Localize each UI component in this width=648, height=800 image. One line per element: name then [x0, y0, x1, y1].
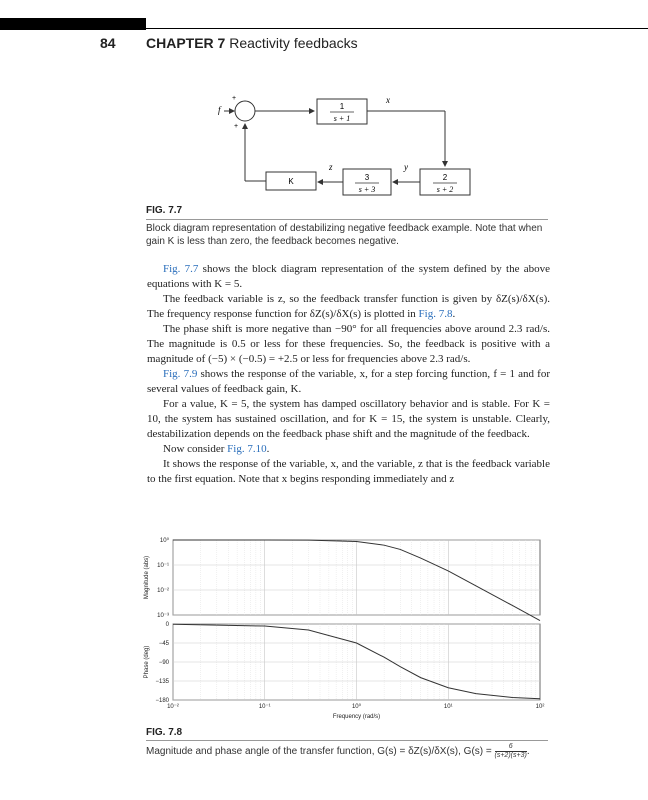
fig-7-7-caption: Block diagram representation of destabilizing negative feedback example. Note that when gain K is less than zero, the feedback becomes negative. [146, 223, 543, 247]
summing-junction [235, 101, 255, 121]
x-tick-label: 10⁰ [351, 704, 362, 710]
block3-denominator: s + 3 [358, 185, 376, 194]
y-tick-label: −45 [158, 641, 169, 647]
chapter-title: Reactivity feedbacks [229, 35, 358, 51]
block2-numerator: 2 [442, 173, 448, 182]
signal-x-label: x [386, 95, 390, 105]
y-tick-label: 10⁻³ [157, 613, 169, 619]
y-tick-label: 0 [165, 622, 169, 628]
fig-7-7-label: FIG. 7.7 [146, 205, 183, 216]
chapter-label: CHAPTER 7 [146, 35, 226, 51]
x-tick-label: 10¹ [443, 704, 453, 710]
bode-chart [140, 530, 560, 725]
fig-7-8-caption [146, 743, 550, 760]
y-tick-label: −135 [155, 679, 169, 685]
x-tick-label: 10² [535, 704, 545, 710]
paragraph-text: The phase shift is more negative than −90° for all frequencies above around 2.3 rad/s. The magnitude is 0.5 or less for these frequencies. So, the feedback is positive with a magnitude of (−5) × (−0.5) = +2.5 or less for frequencies above 2.3 rad/s. [147, 323, 550, 365]
paragraph [147, 292, 550, 322]
y-tick-label: 10⁰ [159, 538, 169, 544]
x-axis-label: Frequency (rad/s) [332, 714, 381, 720]
fig-7-8-caption-end: . [526, 746, 530, 758]
y-tick-label: −90 [158, 660, 169, 666]
paragraph [147, 367, 550, 397]
block1-numerator: 1 [339, 102, 345, 111]
x-tick-label: 10⁻² [167, 704, 179, 710]
y-axis-label: Phase (deg) [144, 645, 150, 679]
fig-7-7-link[interactable]: Fig. 7.7 [163, 263, 199, 275]
header-bar [0, 18, 146, 30]
caption-fraction [495, 743, 527, 760]
paragraph [147, 442, 550, 457]
paragraph-text: . [452, 308, 456, 320]
header-rule [146, 28, 648, 29]
paragraph-text: For a value, K = 5, the system has damped oscillatory behavior and is stable. For K = 10, the system has sustained oscillation, and for K = 15, the system is unstable. Clearly, destabilization depends on the feedback phase shift and the magnitude of the feedback. [147, 398, 550, 440]
x-tick-label: 10⁻¹ [258, 704, 271, 710]
chapter-heading [146, 35, 358, 51]
block1-denominator: s + 1 [333, 114, 351, 123]
block3-numerator: 3 [364, 173, 370, 182]
paragraph [147, 262, 550, 292]
signal-z-label: z [329, 162, 333, 172]
fraction-denominator: (s+2)(s+3) [494, 752, 527, 759]
paragraph [147, 322, 550, 367]
fig-7-8-rule [146, 740, 548, 741]
fig-7-10-link[interactable]: Fig. 7.10 [227, 443, 267, 455]
fig-7-8-caption-text: Magnitude and phase angle of the transfer function, G(s) = δZ(s)/δX(s), G(s) = [146, 746, 495, 758]
paragraph-text: It shows the response of the variable, x, and the variable, z that is the feedback variable to the first equation. Note that x begins responding immediately and z [147, 458, 550, 485]
fig-7-8-label: FIG. 7.8 [146, 727, 183, 738]
fraction-numerator: 6 [495, 743, 527, 752]
paragraph-text: . [266, 443, 270, 455]
gain-k-label: K [288, 177, 294, 186]
paragraph-text: shows the block diagram representation of the system defined by the above equations with K = 5. [147, 263, 550, 290]
page-number: 84 [100, 35, 116, 51]
paragraph [147, 457, 550, 487]
y-tick-label: 10⁻¹ [157, 563, 169, 569]
signal-y-label: y [404, 162, 408, 172]
paragraph-text: shows the response of the variable, x, for a step forcing function, f = 1 and for several values of feedback gain, K. [147, 368, 550, 395]
body-text [147, 262, 550, 487]
input-f-label: f [218, 105, 221, 115]
y-tick-label: −180 [155, 698, 169, 704]
block-diagram [200, 88, 500, 203]
block2-denominator: s + 2 [436, 185, 454, 194]
paragraph [147, 397, 550, 442]
sum-plus-bottom: + [234, 123, 239, 130]
fig-7-7-rule [146, 219, 548, 220]
y-axis-label: Magnitude (abs) [144, 555, 150, 600]
paragraph-text: The feedback variable is z, so the feedback transfer function is given by δZ(s)/δX(s). The frequency response function for δZ(s)/δX(s) is plotted in [147, 293, 550, 320]
paragraph-text: Now consider [163, 443, 228, 455]
sum-plus-top: + [232, 95, 237, 102]
fig-7-8-link[interactable]: Fig. 7.8 [418, 308, 453, 320]
y-tick-label: 10⁻² [157, 588, 169, 594]
fig-7-9-link[interactable]: Fig. 7.9 [163, 368, 198, 380]
